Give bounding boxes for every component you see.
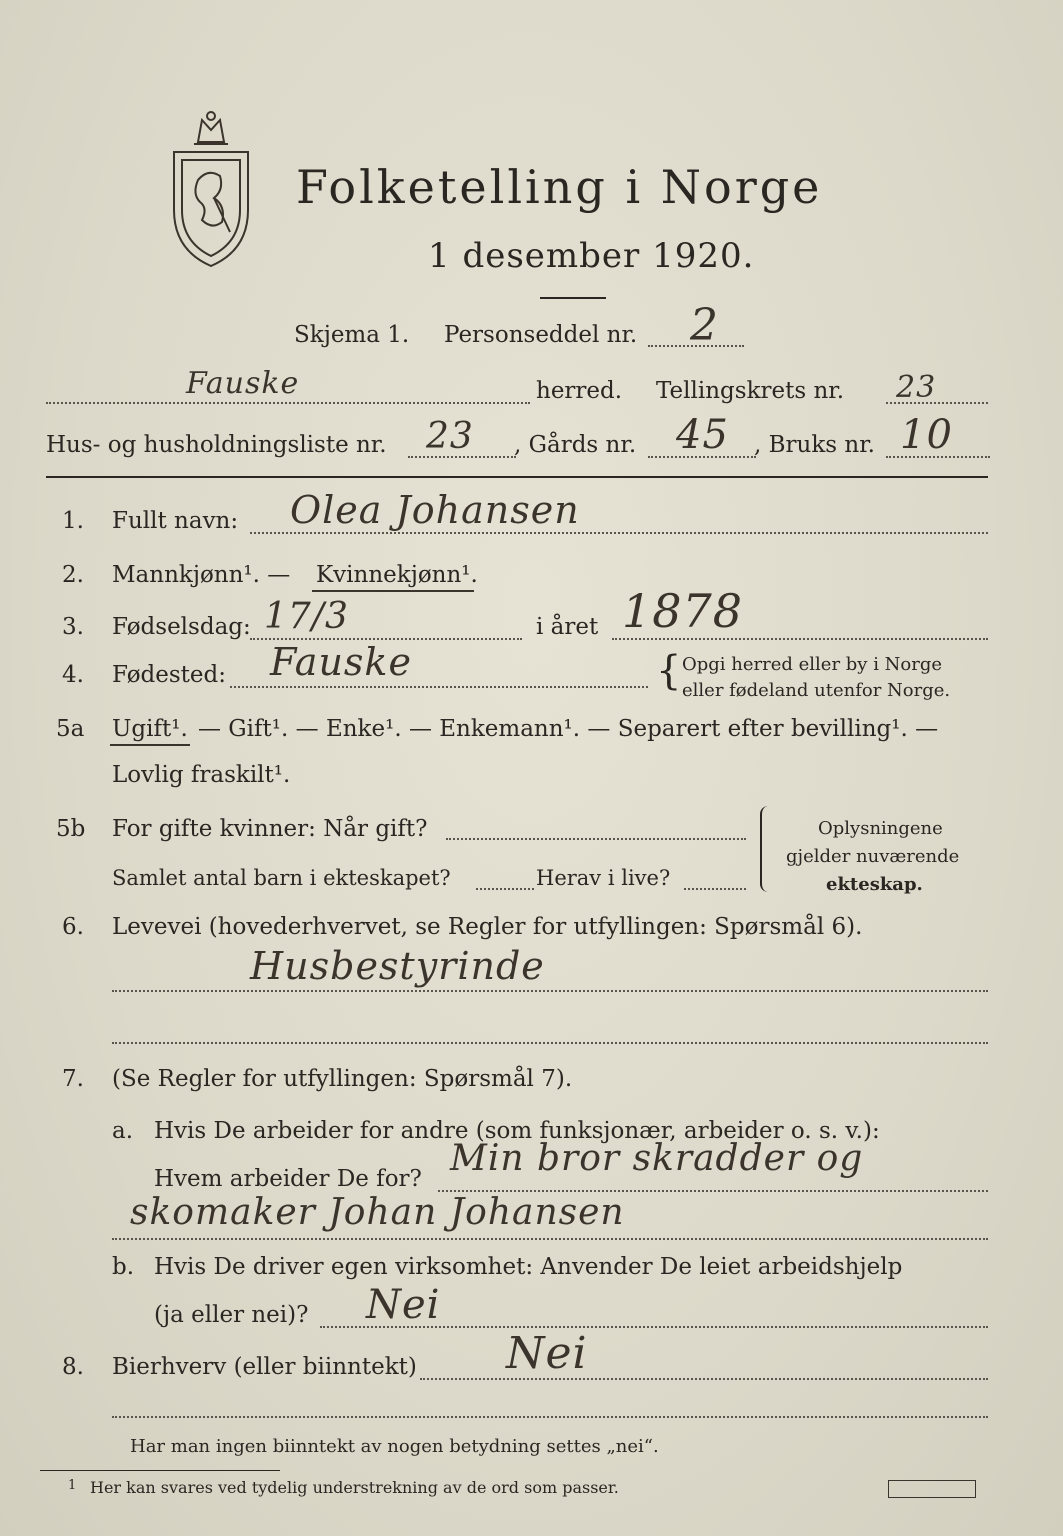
q6-label: Levevei (hovederhvervet, se Regler for utfyllingen: Spørsmål 6).	[112, 914, 863, 940]
q3-year-label: i året	[536, 614, 599, 640]
q3-year-value: 1878	[622, 584, 744, 638]
q7a-label: Hvis De arbeider for andre (som funksjonær, arbeider o. s. v.):	[154, 1118, 880, 1144]
q2-number: 2.	[62, 562, 84, 588]
skjema-label: Skjema 1.	[294, 322, 410, 348]
footer-note: Har man ingen biinntekt av nogen betydning settes „nei“.	[130, 1436, 659, 1457]
q7-label: (Se Regler for utfyllingen: Spørsmål 7).	[112, 1066, 573, 1092]
q5b-note-3: ekteskap.	[826, 874, 923, 895]
q7b-label-2: (ja eller nei)?	[154, 1302, 309, 1328]
section-divider	[46, 476, 988, 478]
q1-label: Fullt navn:	[112, 508, 239, 534]
q7a-letter: a.	[112, 1118, 134, 1144]
q1-value: Olea Johansen	[290, 488, 580, 532]
q5b-brace	[760, 806, 770, 892]
herred-label: herred.	[536, 378, 623, 404]
q6-value: Husbestyrinde	[250, 944, 545, 988]
tellingskrets-value: 23	[896, 370, 937, 405]
gards-label: , Gårds nr.	[514, 432, 637, 458]
q7a-value-2: skomaker Johan Johansen	[130, 1192, 625, 1233]
q7a-label-2: Hvem arbeider De for?	[154, 1166, 422, 1192]
q6-line-2	[112, 1042, 988, 1044]
q5b-note-1: Oplysningene	[818, 818, 943, 839]
footnote-text: Her kan svares ved tydelig understrekning av de ord som passer.	[90, 1478, 619, 1497]
q7a-line-2	[112, 1238, 988, 1240]
q2-female: Kvinnekjønn¹.	[316, 562, 478, 588]
q8-line-2	[112, 1416, 988, 1418]
q3-year-line	[612, 638, 988, 640]
herred-value: Fauske	[186, 366, 300, 401]
q5a-ugift-underline	[110, 744, 190, 746]
q5b-line-2	[476, 888, 534, 890]
q4-note-1: Opgi herred eller by i Norge	[682, 654, 943, 675]
q8-value: Nei	[506, 1328, 588, 1379]
q7b-letter: b.	[112, 1254, 135, 1280]
q3-value: 17/3	[264, 596, 349, 637]
q5b-note-2: gjelder nuværende	[786, 846, 960, 867]
title-divider	[540, 297, 606, 299]
footnote-divider	[40, 1470, 280, 1471]
personseddel-label: Personseddel nr.	[444, 322, 638, 348]
q4-line	[230, 686, 648, 688]
bruks-value: 10	[900, 412, 953, 458]
q5a-ugift: Ugift¹.	[112, 716, 188, 742]
q5a-number: 5a	[56, 716, 85, 742]
coat-of-arms-icon	[168, 110, 254, 270]
personseddel-value: 2	[690, 300, 719, 351]
q4-note-2: eller fødeland utenfor Norge.	[682, 680, 951, 701]
printer-stamp	[888, 1480, 976, 1498]
q5a-line-2: Lovlig fraskilt¹.	[112, 762, 291, 788]
q1-line	[250, 532, 988, 534]
q2-female-underline	[312, 590, 474, 592]
q3-number: 3.	[62, 614, 84, 640]
q6-line-1	[112, 990, 988, 992]
hus-value: 23	[426, 416, 474, 457]
q4-number: 4.	[62, 662, 84, 688]
footnote-number: 1	[68, 1478, 77, 1493]
q5b-line-1	[446, 838, 746, 840]
bruks-label: , Bruks nr.	[754, 432, 875, 458]
q7-number: 7.	[62, 1066, 84, 1092]
q5b-label-1: For gifte kvinner: Når gift?	[112, 816, 428, 842]
q8-label: Bierhverv (eller biinntekt)	[112, 1354, 417, 1380]
q4-label: Fødested:	[112, 662, 227, 688]
tellingskrets-label: Tellingskrets nr.	[656, 378, 845, 404]
q7b-value: Nei	[366, 1282, 441, 1328]
q7b-label: Hvis De driver egen virksomhet: Anvender De leiet arbeidshjelp	[154, 1254, 903, 1280]
q7a-value-1: Min bror skradder og	[450, 1138, 864, 1179]
q5b-number: 5b	[56, 816, 86, 842]
q5b-line-3	[684, 888, 746, 890]
q4-value: Fauske	[270, 640, 412, 684]
gards-value: 45	[676, 412, 729, 458]
form-title: Folketelling i Norge	[296, 160, 823, 214]
q5b-label-2: Samlet antal barn i ekteskapet?	[112, 866, 451, 890]
q8-number: 8.	[62, 1354, 84, 1380]
q4-brace: {	[656, 648, 682, 694]
q6-number: 6.	[62, 914, 84, 940]
herred-line	[46, 402, 530, 404]
q5a-options: — Gift¹. — Enke¹. — Enkemann¹. — Separert efter bevilling¹. —	[198, 716, 939, 742]
hus-label: Hus- og husholdningsliste nr.	[46, 432, 387, 458]
census-date: 1 desember 1920.	[428, 236, 755, 276]
q5b-label-3: Herav i live?	[536, 866, 671, 890]
q2-male: Mannkjønn¹. —	[112, 562, 291, 588]
q1-number: 1.	[62, 508, 84, 534]
q3-label: Fødselsdag:	[112, 614, 251, 640]
